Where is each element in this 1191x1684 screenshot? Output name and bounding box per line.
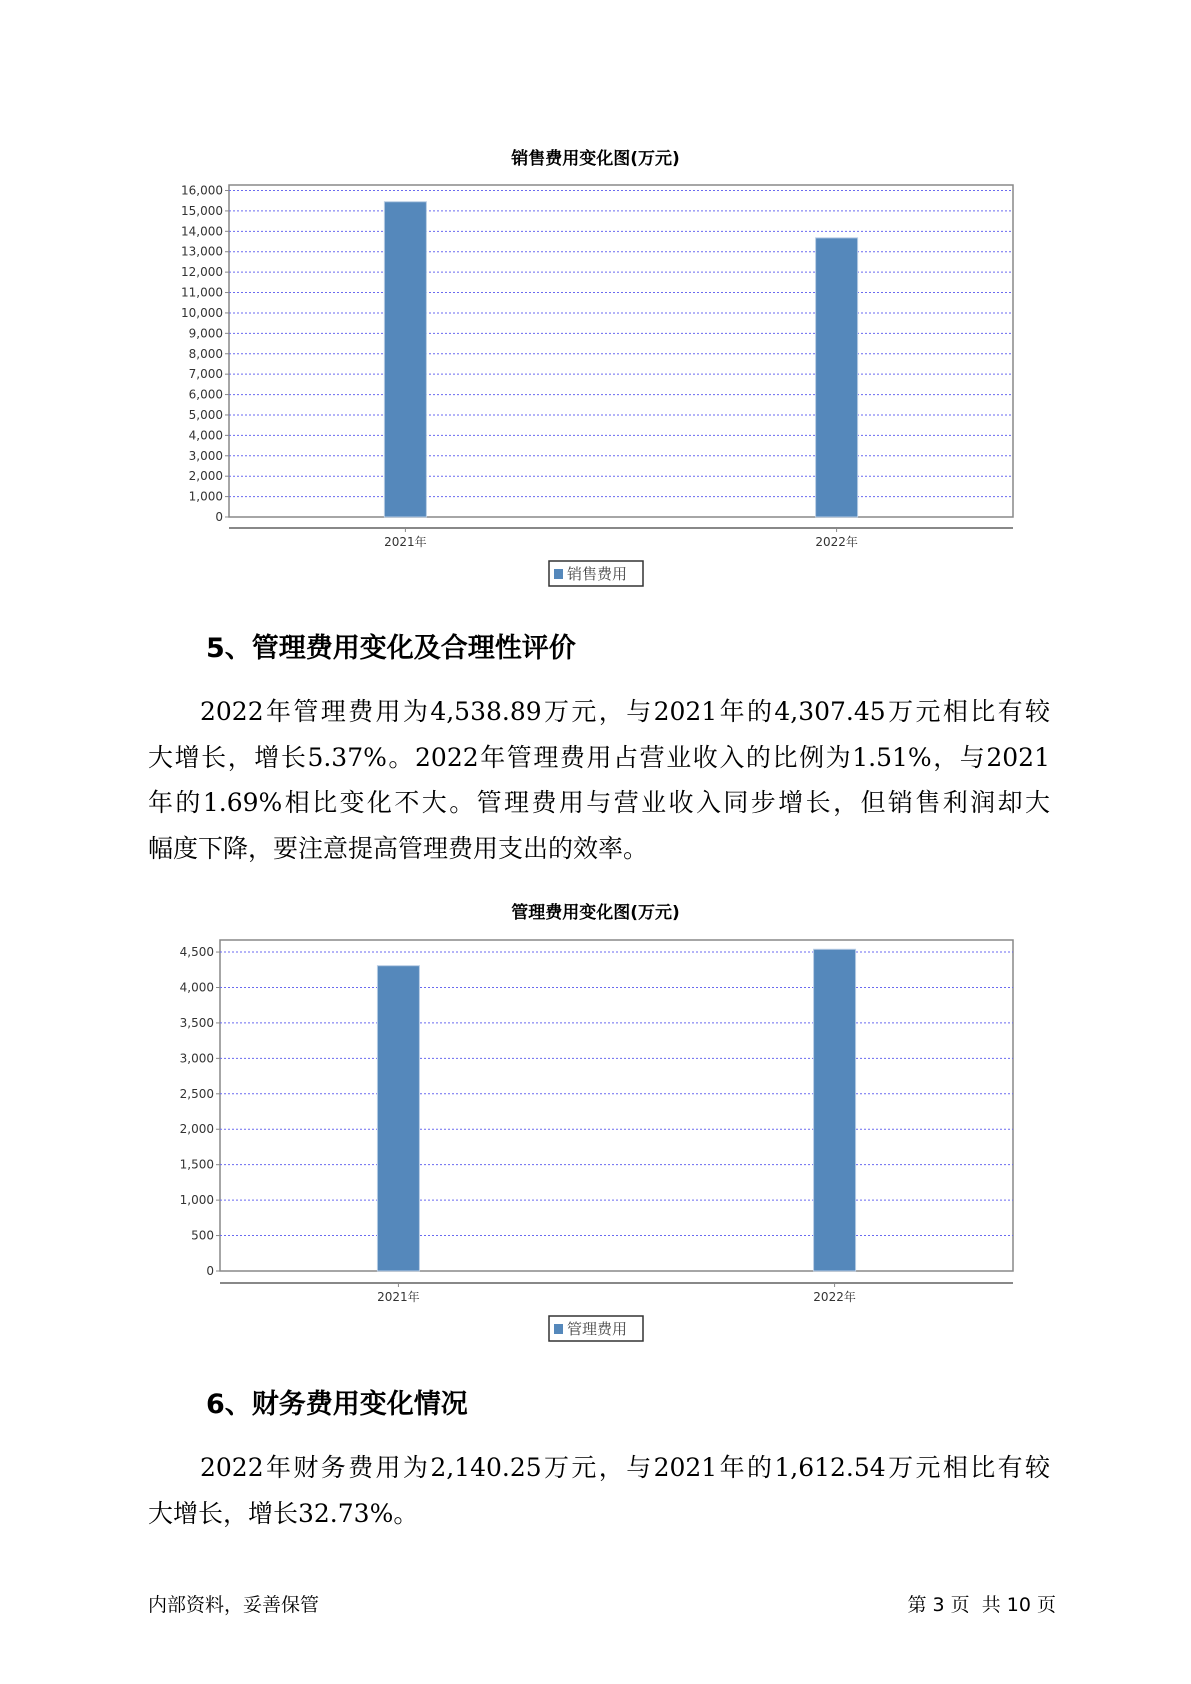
y-tick-label: 4,500 (179, 945, 214, 960)
y-tick-label: 3,000 (179, 1051, 214, 1066)
y-tick-label: 10,000 (181, 305, 223, 320)
y-tick-label: 15,000 (181, 203, 223, 218)
y-tick-label: 8,000 (188, 346, 223, 361)
bar-2022年 (814, 949, 856, 1271)
bar-2021年 (377, 966, 419, 1271)
footer-confidential-note: 内部资料，妥善保管 (148, 1594, 320, 1616)
y-tick-label: 9,000 (188, 326, 223, 341)
y-tick-label: 3,000 (188, 448, 223, 463)
x-tick-label: 2021年 (377, 1290, 420, 1304)
y-tick-label: 4,000 (188, 428, 223, 443)
footer-page-number: 第 3 页 共 10 页 (907, 1594, 1056, 1616)
y-tick-label: 1,000 (188, 489, 223, 504)
y-tick-label: 0 (215, 510, 223, 524)
y-tick-label: 500 (191, 1228, 214, 1243)
section-6-line: 大增长，增长32.73%。 (148, 1499, 419, 1528)
y-tick-label: 1,500 (179, 1157, 214, 1172)
admin-expense-chart-title: 管理费用变化图(万元) (511, 903, 680, 923)
section-5-heading: 5、管理费用变化及合理性评价 (206, 633, 576, 664)
x-tick-label: 2022年 (815, 535, 858, 549)
section-5-line: 大增长，增长5.37%。2022年管理费用占营业收入的比例为1.51%，与2021 (148, 743, 1050, 772)
y-tick-label: 2,000 (188, 469, 223, 484)
y-tick-label: 12,000 (181, 265, 223, 280)
y-tick-label: 6,000 (188, 387, 223, 402)
plot-area (220, 940, 1013, 1271)
y-tick-label: 13,000 (181, 244, 223, 259)
legend-label: 管理费用 (567, 1320, 628, 1338)
x-tick-label: 2021年 (384, 535, 427, 549)
section-5-line: 幅度下降，要注意提高管理费用支出的效率。 (148, 834, 649, 863)
y-tick-label: 14,000 (181, 224, 223, 239)
legend-swatch (554, 1324, 563, 1334)
y-tick-label: 16,000 (181, 183, 223, 198)
y-tick-label: 5,000 (188, 407, 223, 422)
sales-expense-chart-title: 销售费用变化图(万元) (511, 149, 680, 169)
section-5-line: 2022年管理费用为4,538.89万元，与2021年的4,307.45万元相比有较 (200, 697, 1050, 726)
y-tick-label: 7,000 (188, 367, 223, 382)
section-6-heading: 6、财务费用变化情况 (206, 1389, 468, 1420)
y-tick-label: 1,000 (179, 1193, 214, 1208)
y-tick-label: 2,000 (179, 1122, 214, 1137)
y-tick-label: 0 (206, 1264, 214, 1278)
y-tick-label: 11,000 (181, 285, 223, 300)
section-5-line: 年的1.69%相比变化不大。管理费用与营业收入同步增长，但销售利润却大 (148, 788, 1050, 817)
y-tick-label: 3,500 (179, 1015, 214, 1030)
legend-label: 销售费用 (567, 565, 628, 583)
section-6-line: 2022年财务费用为2,140.25万元，与2021年的1,612.54万元相比有较 (200, 1453, 1050, 1482)
y-tick-label: 4,000 (179, 980, 214, 995)
y-tick-label: 2,500 (179, 1086, 214, 1101)
x-tick-label: 2022年 (813, 1290, 856, 1304)
